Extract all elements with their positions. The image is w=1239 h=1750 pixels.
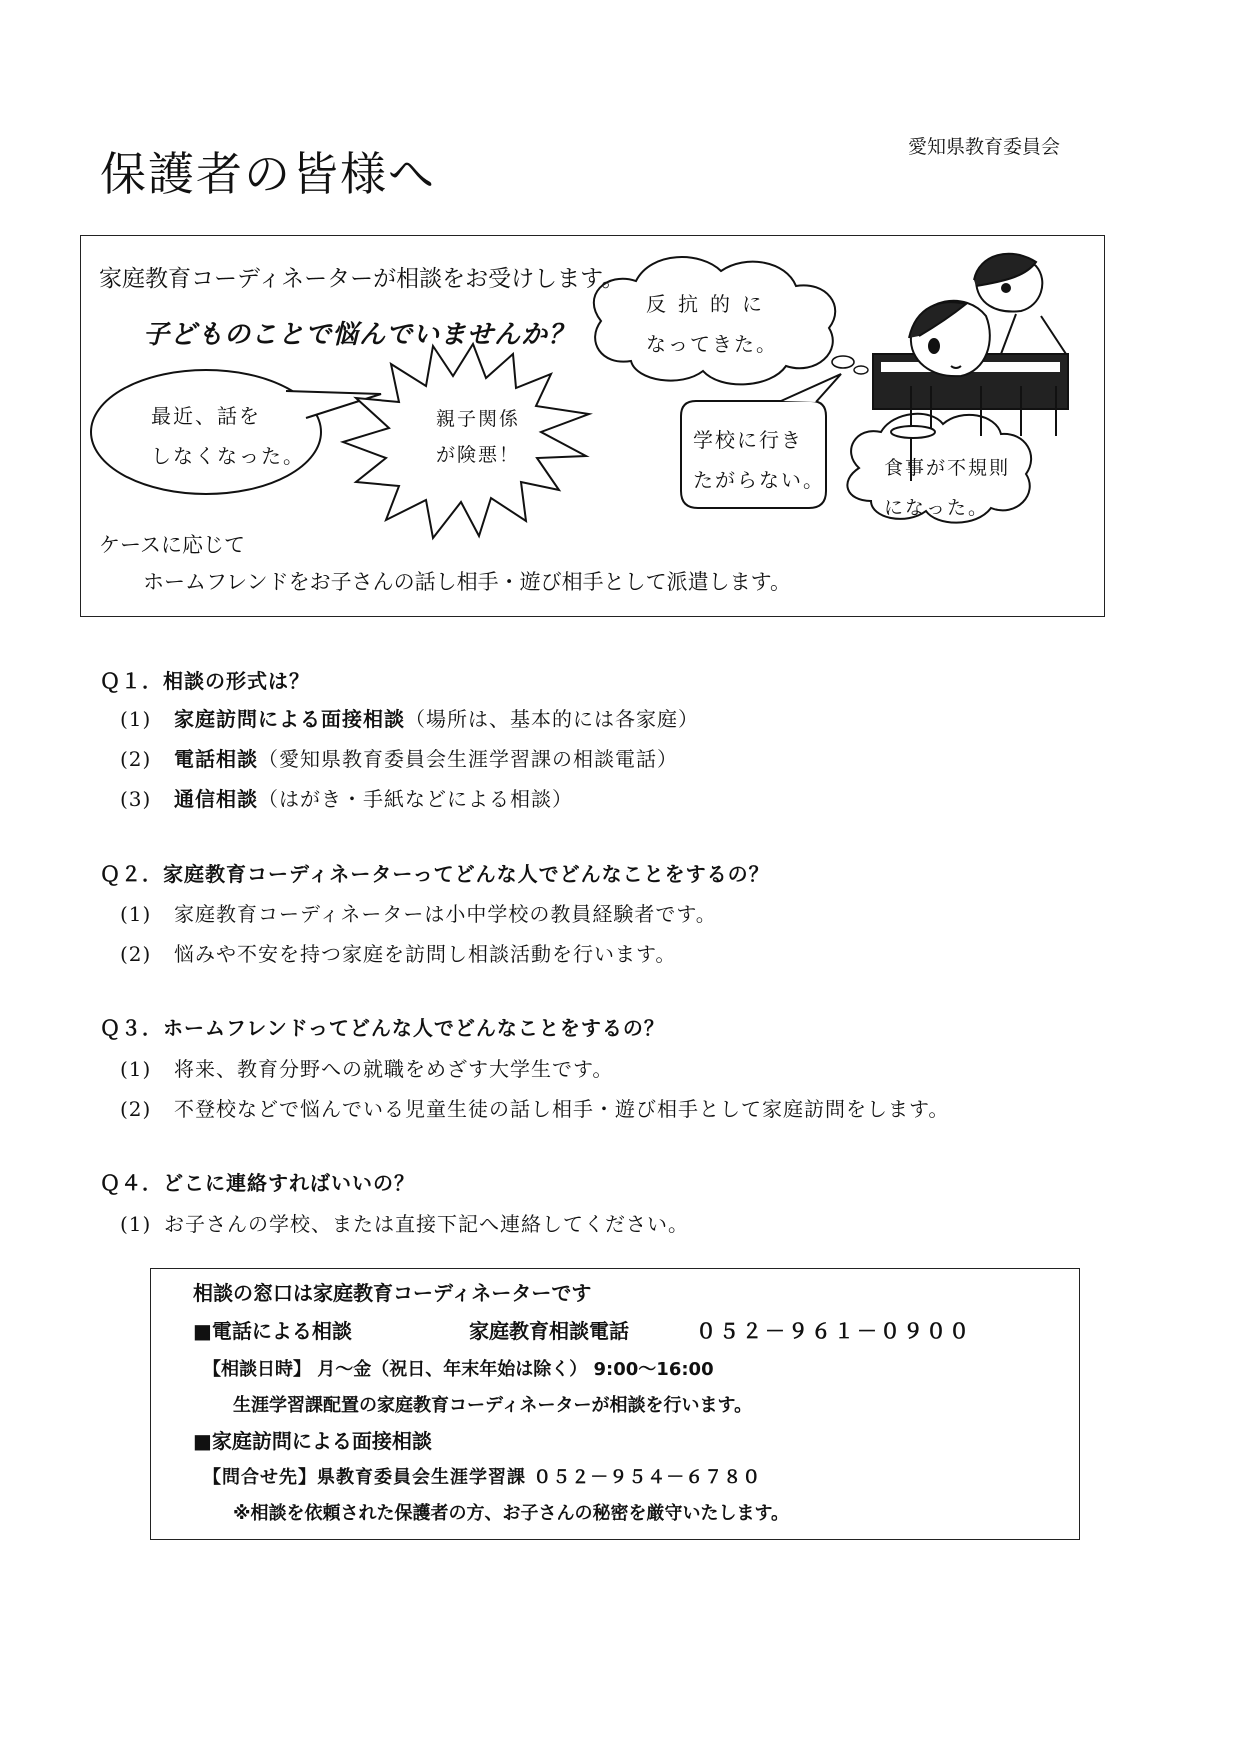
q4-item-1: (1) お子さんの学校、または直接下記へ連絡してください。 xyxy=(120,1212,689,1236)
bubble-relation: 親子関係 が険悪！ xyxy=(436,408,521,466)
q2-item-2: (2) 悩みや不安を持つ家庭を訪問し相談活動を行います。 xyxy=(120,942,677,966)
bubble-recent: 最近、話を しなくなった。 xyxy=(151,404,305,468)
contact-heading: 相談の窓口は家庭教育コーディネーターです xyxy=(193,1281,592,1305)
intro-box xyxy=(80,235,1105,617)
case-line-1: ケースに応じて xyxy=(99,533,245,557)
inquiry-contact: 【問合せ先】県教育委員会生涯学習課 ０５２－９５４－６７８０ xyxy=(203,1467,762,1488)
question-2: Ｑ２．家庭教育コーディネーターってどんな人でどんなことをするの？ xyxy=(100,862,770,886)
q1-item-1: (1) 家庭訪問による面接相談（場所は、基本的には各家庭） xyxy=(120,707,699,731)
bubble-rebel: 反抗的に なってきた。 xyxy=(646,292,778,356)
bubble-school: 学校に行き たがらない。 xyxy=(693,428,825,492)
contact-box xyxy=(150,1268,1080,1540)
question-4: Ｑ４．どこに連絡すればいいの？ xyxy=(100,1171,415,1195)
q1-item-2: (2) 電話相談（愛知県教育委員会生涯学習課の相談電話） xyxy=(120,747,678,771)
q3-item-1: (1) 将来、教育分野への就職をめざす大学生です。 xyxy=(120,1057,614,1081)
phone-consult-name: 家庭教育相談電話 xyxy=(469,1319,629,1343)
phone-consult-note: 生涯学習課配置の家庭教育コーディネーターが相談を行います。 xyxy=(233,1395,753,1416)
privacy-note: ※相談を依頼された保護者の方、お子さんの秘密を厳守いたします。 xyxy=(233,1503,790,1524)
home-visit-label: ■家庭訪問による面接相談 xyxy=(193,1429,432,1453)
q2-item-1: (1) 家庭教育コーディネーターは小中学校の教員経験者です。 xyxy=(120,902,717,926)
bubble-meal: 食事が不規則 になった。 xyxy=(884,457,1011,519)
intro-lead: 家庭教育コーディネーターが相談をお受けします。 xyxy=(99,266,625,292)
issuer: 愛知県教育委員会 xyxy=(908,136,1061,158)
q1-item-3: (3) 通信相談（はがき・手紙などによる相談） xyxy=(120,787,573,811)
question-3: Ｑ３．ホームフレンドってどんな人でどんなことをするの？ xyxy=(100,1016,665,1040)
page-title: 保護者の皆様へ xyxy=(100,147,436,201)
question-1: Ｑ１．相談の形式は？ xyxy=(100,669,310,693)
case-line-2: ホームフレンドをお子さんの話し相手・遊び相手として派遣します。 xyxy=(143,570,791,594)
phone-number: ０５２－９６１－０９００ xyxy=(696,1319,972,1343)
q3-item-2: (2) 不登校などで悩んでいる児童生徒の話し相手・遊び相手として家庭訪問をします。 xyxy=(120,1097,950,1121)
phone-consult-label: ■電話による相談 xyxy=(193,1319,352,1343)
intro-catchphrase: 子どものことで悩んでいませんか？ xyxy=(143,320,576,350)
consult-hours: 【相談日時】 月～金（祝日、年末年始は除く） 9:00～16:00 xyxy=(203,1359,714,1380)
